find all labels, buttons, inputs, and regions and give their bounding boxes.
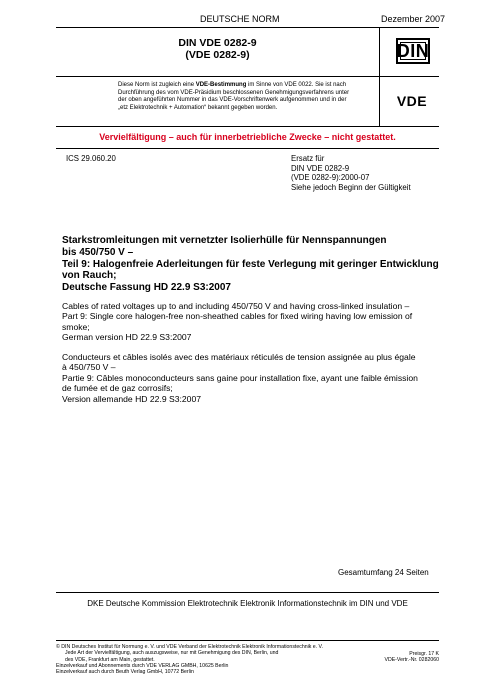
sales-line: Einzelverkauf und Abonnements durch VDE VERLAG GMBH, 10625 Berlin <box>56 662 229 669</box>
title-english <box>62 301 442 343</box>
title-german-line: bis 450/750 V – <box>62 246 134 258</box>
title-german-line: Teil 9: Halogenfreie Aderleitungen für feste Verlegung mit geringer Entwicklung <box>62 258 439 270</box>
copyright-line: © DIN Deutsches Institut für Normung e. V. und VDE Verband der Elektrotechnik Elektronik Informationstechnik e. V. <box>56 644 323 650</box>
publication-date: Dezember 2007 <box>381 14 446 24</box>
vde-notice-line: Durchführung des vom VDE-Präsidium beschlossenen Genehmigungsverfahrens unter <box>118 89 350 96</box>
vde-notice-line: „etz Elektrotechnik + Automation“ bekannt gegeben worden. <box>118 104 278 111</box>
vde-notice-line: Diese Norm ist zugleich eine VDE-Bestimmung im Sinne von VDE 0022. Sie ist nach <box>118 82 347 88</box>
copyright-notice <box>56 644 386 675</box>
title-french-line: de fumée et de gaz corrosifs; <box>62 383 173 394</box>
replaces-line: (VDE 0282-9):2000-07 <box>291 173 370 183</box>
vde-notice-line: der oben angeführten Nummer in das VDE-Vorschriftenwerk aufgenommen und in der <box>118 97 347 103</box>
notice-bottom-rule <box>56 126 439 127</box>
replaces-line: DIN VDE 0282-9 <box>291 163 350 173</box>
replaces-line: Siehe jedoch Beginn der Gültigkeit <box>291 182 411 192</box>
din-logo: DIN <box>396 38 430 64</box>
title-french-line: Conducteurs et câbles isolés avec des matériaux réticulés de tension assignée au plus égale <box>62 352 416 362</box>
price-group: Preisgr. 17 K <box>409 651 439 657</box>
copyright-line: Jede Art der Vervielfältigung, auch auszugsweise, nur mit Genehmigung des DIN, Berlin, und <box>65 650 279 657</box>
vde-notice <box>118 82 376 112</box>
notice-top-rule <box>56 76 439 77</box>
standard-number: DIN VDE 0282-9 <box>178 37 257 49</box>
title-german-line: Deutsche Fassung HD 22.9 S3:2007 <box>62 282 231 294</box>
standard-alt-number: (VDE 0282-9) <box>185 49 250 61</box>
title-english-line: Cables of rated voltages up to and including 450/750 V and having cross-linked insulation – <box>62 301 410 311</box>
title-english-line: Part 9: Single core halogen-free non-sheathed cables for fixed wiring having low emission of <box>62 311 413 322</box>
title-french <box>62 352 442 404</box>
title-french-line: à 450/750 V – <box>62 362 116 373</box>
replaces-line: Ersatz für <box>291 154 325 163</box>
document-type-label: DEUTSCHE NORM <box>200 14 280 24</box>
vde-order-number: VDE-Vertr.-Nr. 0282060 <box>384 657 439 664</box>
sales-line: Einzelverkauf auch durch Beuth Verlag GmbH, 10772 Berlin <box>56 669 194 676</box>
footer-rule <box>56 640 439 641</box>
reproduction-warning: Vervielfältigung – auch für innerbetriebliche Zwecke – nicht gestattet. <box>99 132 396 142</box>
replaces-block <box>291 154 451 192</box>
copyright-line: des VDE, Frankfurt am Main, gestattet. <box>65 656 155 663</box>
header-rule <box>56 27 439 28</box>
logo-divider <box>379 27 380 127</box>
warning-rule <box>56 148 439 149</box>
price-info <box>380 651 439 664</box>
title-english-line: smoke; <box>62 321 90 332</box>
title-french-line: Partie 9: Câbles monoconducteurs sans gaine pour installation fixe, ayant une faible émission <box>62 372 418 383</box>
committee-name: DKE Deutsche Kommission Elektrotechnik Elektronik Informationstechnik im DIN und VDE <box>87 599 408 608</box>
committee-top-rule <box>56 592 439 593</box>
title-english-line: German version HD 22.9 S3:2007 <box>62 332 192 343</box>
title-german-line: von Rauch; <box>62 270 117 282</box>
title-german <box>62 235 442 294</box>
title-french-line: Version allemande HD 22.9 S3:2007 <box>62 393 202 404</box>
vde-logo: VDE <box>396 93 428 109</box>
ics-code: ICS 29.060.20 <box>66 154 116 163</box>
total-pages: Gesamtumfang 24 Seiten <box>338 568 429 577</box>
title-german-line: Starkstromleitungen mit vernetzter Isolierhülle für Nennspannungen <box>62 235 387 246</box>
